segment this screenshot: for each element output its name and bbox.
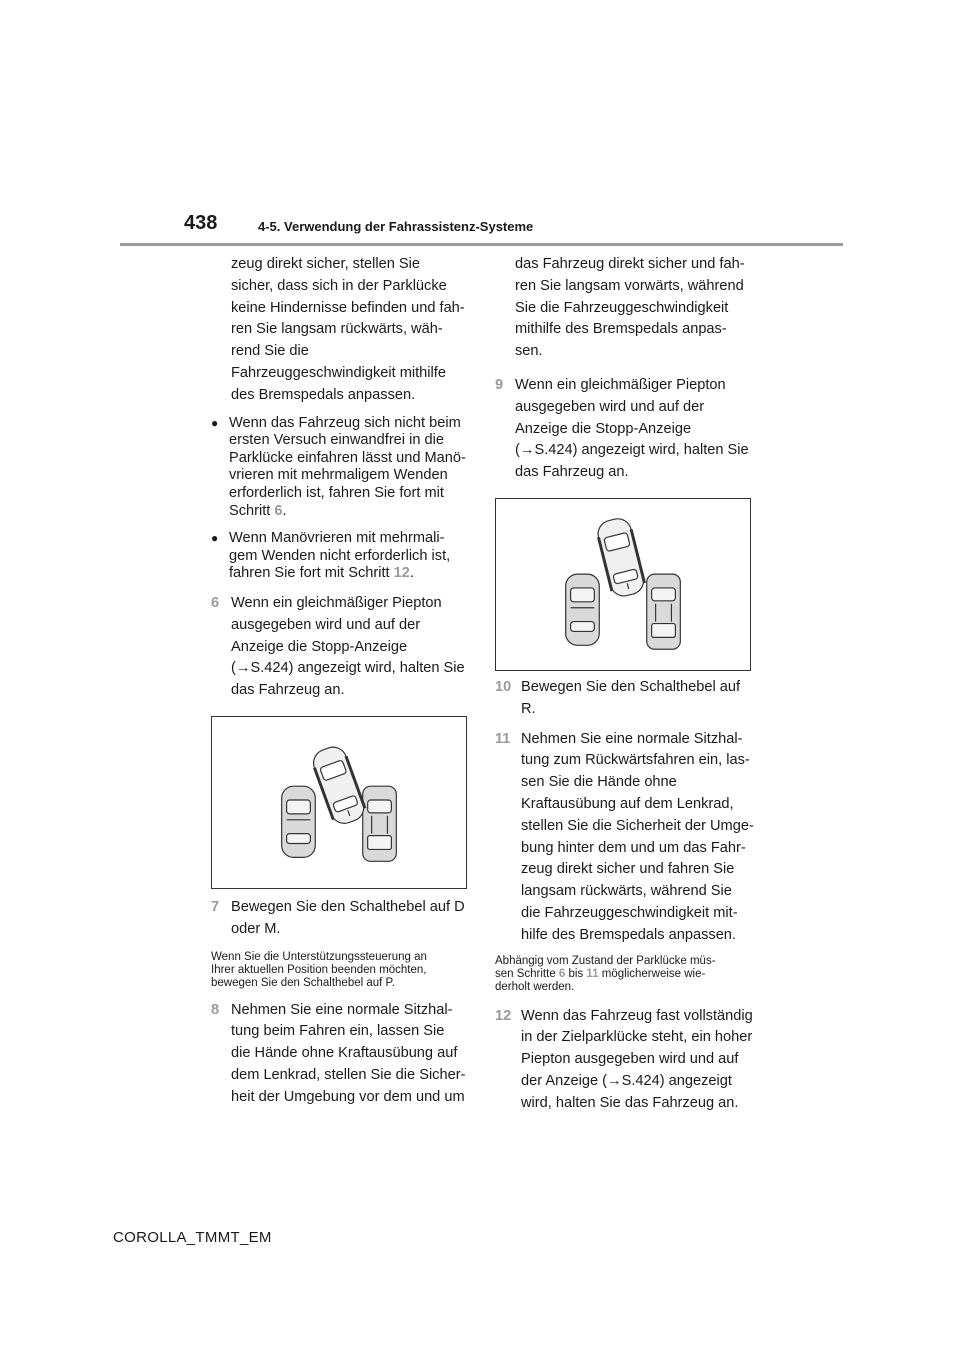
text-line: ausgegeben wird und auf der xyxy=(515,398,705,415)
step-reference: 11 xyxy=(586,967,599,980)
text-fragment: sen Schritte xyxy=(495,967,559,980)
parking-diagram xyxy=(212,717,466,888)
parking-illustration-right xyxy=(495,498,751,671)
text-line: ren Sie langsam vorwärts, während xyxy=(515,277,744,294)
step-number: 7 xyxy=(211,898,220,915)
step-number: 12 xyxy=(495,1007,512,1024)
step-10 xyxy=(495,677,757,721)
text-fragment: . xyxy=(282,502,287,519)
text-line xyxy=(229,565,473,583)
step-number: 10 xyxy=(495,678,512,695)
text-line: ersten Versuch einwandfrei in die xyxy=(229,432,444,449)
text-line: stellen Sie die Sicherheit der Umge- xyxy=(521,817,754,834)
text-line: des Bremspedals anpassen. xyxy=(231,386,416,403)
text-fragment: fahren Sie fort mit Schritt xyxy=(229,565,394,582)
note-line: Ihrer aktuellen Position beenden möchten, xyxy=(211,963,427,976)
text-line: heit der Umgebung vor dem und um xyxy=(231,1088,465,1105)
text-line: Wenn das Fahrzeug fast vollständig xyxy=(521,1007,753,1024)
text-line: Anzeige die Stopp-Anzeige xyxy=(231,638,408,655)
text-line: hilfe des Bremspedals anpassen. xyxy=(521,926,736,943)
text-line: Nehmen Sie eine normale Sitzhal- xyxy=(231,1001,453,1018)
parked-car-right xyxy=(363,786,397,861)
note-line: Abhängig vom Zustand der Parklücke müs- xyxy=(495,954,716,967)
text-line: das Fahrzeug an. xyxy=(515,464,629,481)
note-line xyxy=(495,968,757,981)
text-line: der Anzeige (→S.424) angezeigt xyxy=(521,1072,732,1089)
note-line: derholt werden. xyxy=(495,980,575,993)
text-line: (→S.424) angezeigt wird, halten Sie xyxy=(515,442,749,459)
own-car xyxy=(595,516,646,599)
step-7 xyxy=(211,897,473,941)
text-line: Anzeige die Stopp-Anzeige xyxy=(515,420,692,437)
text-line: Kraftausübung auf dem Lenkrad, xyxy=(521,795,734,812)
text-line: oder M. xyxy=(231,920,281,937)
step-6 xyxy=(211,593,473,702)
text-line: tung beim Fahren ein, lassen Sie xyxy=(231,1023,445,1040)
text-line: Fahrzeuggeschwindigkeit mithilfe xyxy=(231,364,446,381)
note-right xyxy=(495,955,757,994)
bullet-dot-icon: ● xyxy=(211,415,219,430)
text-line: vrieren mit mehrmaligem Wenden xyxy=(229,467,448,484)
text-line: ren Sie langsam rückwärts, wäh- xyxy=(231,321,443,338)
text-line xyxy=(229,503,473,521)
step-number: 6 xyxy=(211,594,220,611)
step-reference: 6 xyxy=(558,967,566,980)
note-left xyxy=(211,951,473,990)
text-line: Bewegen Sie den Schalthebel auf D xyxy=(231,898,465,915)
text-line: mithilfe des Bremspedals anpas- xyxy=(515,321,727,338)
step-reference: 12 xyxy=(393,565,410,582)
text-line: zeug direkt sicher und fahren Sie xyxy=(521,861,735,878)
document-code: COROLLA_TMMT_EM xyxy=(113,1229,272,1246)
text-line: keine Hindernisse befinden und fah- xyxy=(231,299,465,316)
text-line: Wenn ein gleichmäßiger Piepton xyxy=(515,376,726,393)
text-line: bung hinter dem und um das Fahr- xyxy=(521,839,746,856)
parked-car-left xyxy=(566,574,600,645)
section-title: 4-5. Verwendung der Fahrassistenz-Systeme xyxy=(258,219,534,234)
text-line: Wenn das Fahrzeug sich nicht beim xyxy=(229,414,461,431)
right-column xyxy=(495,254,757,1115)
bullet-item xyxy=(211,415,473,521)
text-fragment: Schritt xyxy=(229,502,275,519)
text-line: das Fahrzeug direkt sicher und fah- xyxy=(515,256,745,272)
text-line: langsam rückwärts, während Sie xyxy=(521,883,732,900)
text-line: Wenn ein gleichmäßiger Piepton xyxy=(231,594,442,611)
step-11 xyxy=(495,729,757,947)
text-line: Wenn Manövrieren mit mehrmali- xyxy=(229,530,445,547)
text-line: R. xyxy=(521,700,536,717)
text-fragment: möglicherweise wie- xyxy=(598,967,706,980)
continued-paragraph-left xyxy=(211,254,473,407)
parking-diagram xyxy=(496,499,750,670)
step-9 xyxy=(495,375,757,484)
header-rule xyxy=(120,243,843,246)
bullet-item xyxy=(211,530,473,583)
text-line: sen. xyxy=(515,343,543,360)
text-line: rend Sie die xyxy=(231,343,309,360)
parking-illustration-left xyxy=(211,716,467,889)
own-car xyxy=(310,743,368,827)
note-line: bewegen Sie den Schalthebel auf P. xyxy=(211,976,395,989)
text-fragment: bis xyxy=(565,967,587,980)
step-number: 9 xyxy=(495,376,504,393)
step-number: 11 xyxy=(495,730,511,747)
text-line: Nehmen Sie eine normale Sitzhal- xyxy=(521,730,743,747)
left-column xyxy=(211,254,473,1108)
step-12 xyxy=(495,1006,757,1115)
continued-paragraph-right xyxy=(495,254,757,363)
step-8 xyxy=(211,1000,473,1109)
text-line: (→S.424) angezeigt wird, halten Sie xyxy=(231,660,465,677)
text-line: erforderlich ist, fahren Sie fort mit xyxy=(229,484,444,501)
text-line: in der Zielparklücke steht, ein hoher xyxy=(521,1029,753,1046)
text-line: Bewegen Sie den Schalthebel auf xyxy=(521,678,741,695)
step-reference: 6 xyxy=(274,502,283,519)
note-line: Wenn Sie die Unterstützungssteuerung an xyxy=(211,950,427,963)
step-number: 8 xyxy=(211,1001,220,1018)
text-line: zeug direkt sicher, stellen Sie xyxy=(231,256,421,272)
text-line: die Hände ohne Kraftausübung auf xyxy=(231,1045,458,1062)
text-line: tung zum Rückwärtsfahren ein, las- xyxy=(521,752,750,769)
text-line: Parklücke einfahren lässt und Manö- xyxy=(229,449,466,466)
text-line: dem Lenkrad, stellen Sie die Sicher- xyxy=(231,1066,466,1083)
parked-car-right xyxy=(647,574,681,649)
text-line: gem Wenden nicht erforderlich ist, xyxy=(229,547,451,564)
text-line: das Fahrzeug an. xyxy=(231,682,345,699)
bullet-dot-icon: ● xyxy=(211,531,219,546)
parked-car-left xyxy=(282,786,316,857)
text-line: Piepton ausgegeben wird und auf xyxy=(521,1051,739,1068)
text-line: Sie die Fahrzeuggeschwindigkeit xyxy=(515,299,729,316)
text-line: die Fahrzeuggeschwindigkeit mit- xyxy=(521,904,738,921)
text-line: sicher, dass sich in der Parklücke xyxy=(231,277,447,294)
page-number: 438 xyxy=(184,212,218,234)
text-line: ausgegeben wird und auf der xyxy=(231,616,421,633)
text-fragment: . xyxy=(409,565,414,582)
text-line: sen Sie die Hände ohne xyxy=(521,774,677,791)
text-line: wird, halten Sie das Fahrzeug an. xyxy=(521,1094,739,1111)
